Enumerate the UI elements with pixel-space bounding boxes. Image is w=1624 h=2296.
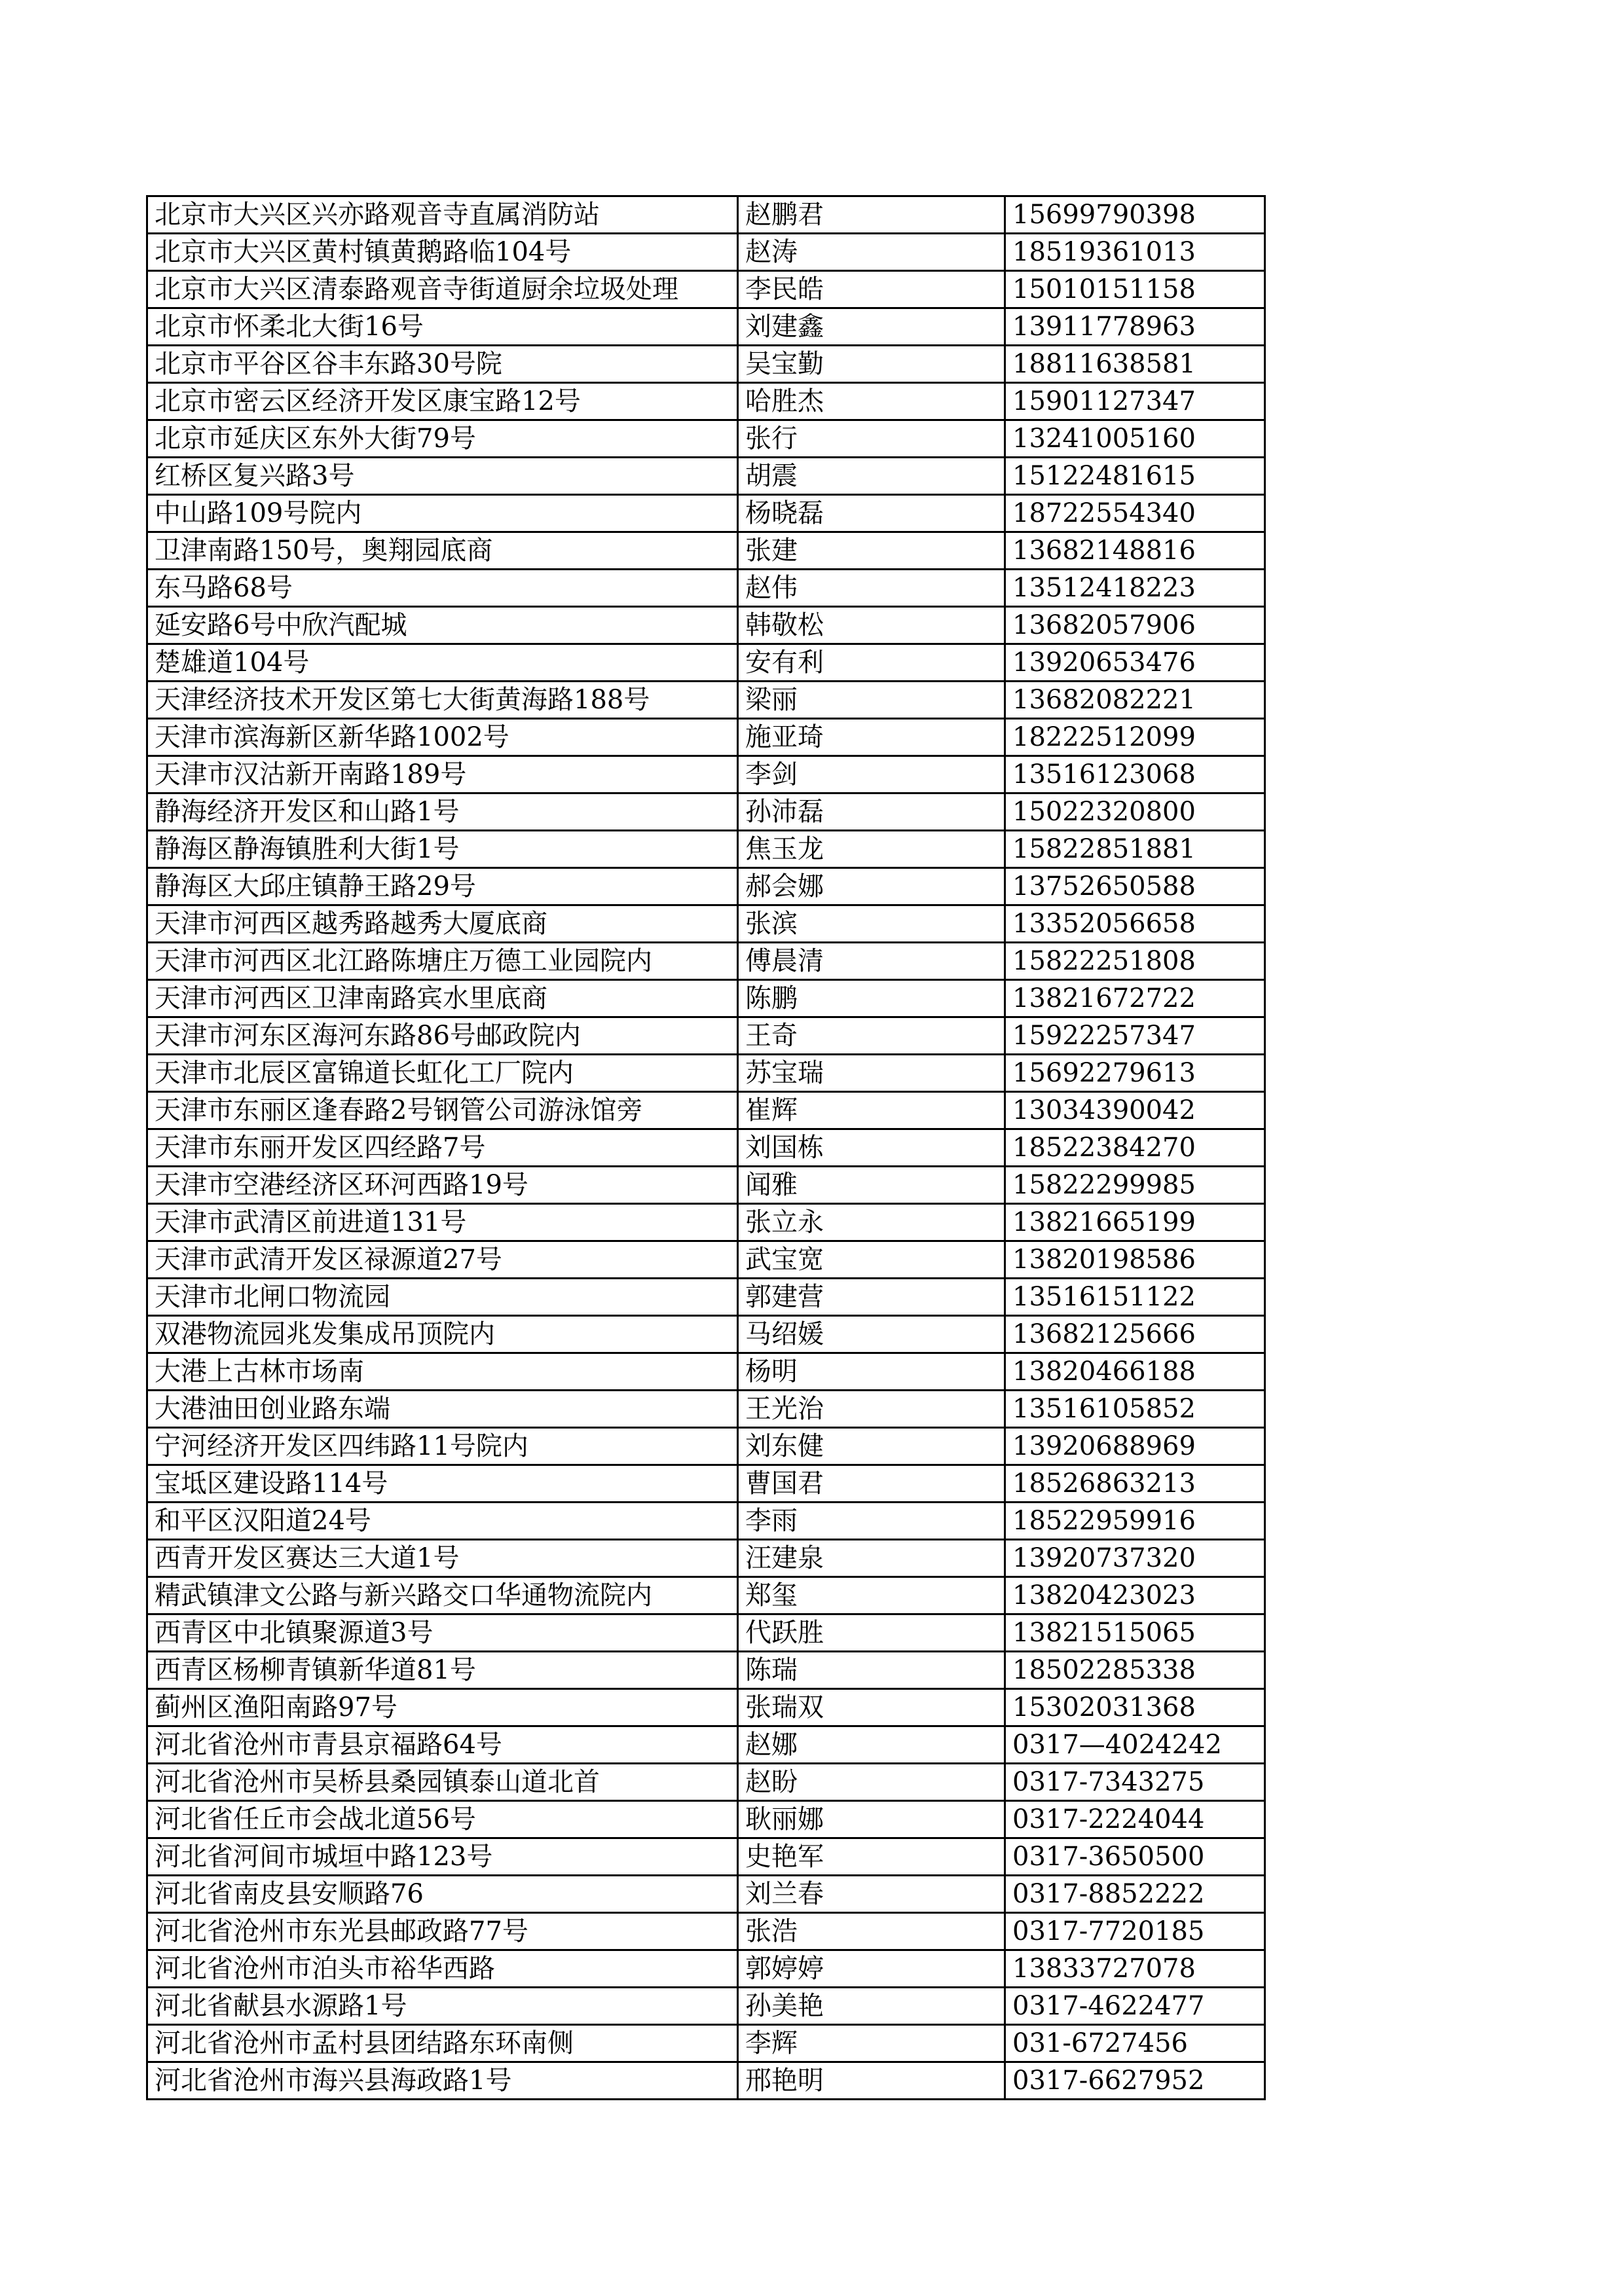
name-cell: 曹国君	[738, 1465, 1005, 1503]
phone-cell: 13034390042	[1005, 1092, 1265, 1129]
phone-cell: 0317-7720185	[1005, 1913, 1265, 1950]
table-row	[147, 1577, 1265, 1614]
phone-cell: 18222512099	[1005, 719, 1265, 756]
name-cell: 郑玺	[738, 1577, 1005, 1614]
table-row	[147, 1167, 1265, 1204]
phone-cell: 15122481615	[1005, 458, 1265, 495]
name-cell: 邢艳明	[738, 2062, 1005, 2100]
name-cell: 王奇	[738, 1017, 1005, 1055]
table-row	[147, 1614, 1265, 1652]
name-cell: 陈瑞	[738, 1652, 1005, 1689]
table-row	[147, 1279, 1265, 1316]
address-cell: 楚雄道104号	[147, 644, 738, 682]
table-row	[147, 1391, 1265, 1428]
address-cell: 和平区汉阳道24号	[147, 1503, 738, 1540]
phone-cell: 13821665199	[1005, 1204, 1265, 1241]
table-row	[147, 570, 1265, 607]
phone-cell: 13682082221	[1005, 682, 1265, 719]
phone-cell: 031-6727456	[1005, 2025, 1265, 2062]
table-row	[147, 1204, 1265, 1241]
address-cell: 西青区杨柳青镇新华道81号	[147, 1652, 738, 1689]
phone-cell: 13241005160	[1005, 420, 1265, 458]
phone-cell: 15302031368	[1005, 1689, 1265, 1726]
name-cell: 汪建泉	[738, 1540, 1005, 1577]
phone-cell: 13516151122	[1005, 1279, 1265, 1316]
table-row	[147, 196, 1265, 234]
phone-cell: 18522384270	[1005, 1129, 1265, 1167]
phone-cell: 15010151158	[1005, 271, 1265, 308]
name-cell: 张立永	[738, 1204, 1005, 1241]
table-row	[147, 532, 1265, 570]
phone-cell: 15692279613	[1005, 1055, 1265, 1092]
name-cell: 梁丽	[738, 682, 1005, 719]
address-cell: 蓟州区渔阳南路97号	[147, 1689, 738, 1726]
name-cell: 胡震	[738, 458, 1005, 495]
table-row	[147, 719, 1265, 756]
name-cell: 张建	[738, 532, 1005, 570]
name-cell: 郭婷婷	[738, 1950, 1005, 1988]
table-row	[147, 2062, 1265, 2100]
name-cell: 苏宝瑞	[738, 1055, 1005, 1092]
table-row	[147, 346, 1265, 383]
address-cell: 宝坻区建设路114号	[147, 1465, 738, 1503]
table-row	[147, 1913, 1265, 1950]
name-cell: 赵鹏君	[738, 196, 1005, 234]
name-cell: 郝会娜	[738, 868, 1005, 905]
address-cell: 静海区大邱庄镇静王路29号	[147, 868, 738, 905]
table-row	[147, 271, 1265, 308]
name-cell: 耿丽娜	[738, 1801, 1005, 1838]
name-cell: 张瑞双	[738, 1689, 1005, 1726]
table-row	[147, 980, 1265, 1017]
phone-cell: 13820198586	[1005, 1241, 1265, 1279]
name-cell: 刘建鑫	[738, 308, 1005, 346]
phone-cell: 0317-2224044	[1005, 1801, 1265, 1838]
phone-cell: 18811638581	[1005, 346, 1265, 383]
table-row	[147, 458, 1265, 495]
name-cell: 赵涛	[738, 234, 1005, 271]
name-cell: 崔辉	[738, 1092, 1005, 1129]
table-row	[147, 1950, 1265, 1988]
table-row	[147, 1801, 1265, 1838]
phone-cell: 13516123068	[1005, 756, 1265, 793]
name-cell: 李剑	[738, 756, 1005, 793]
name-cell: 安有利	[738, 644, 1005, 682]
address-cell: 北京市怀柔北大街16号	[147, 308, 738, 346]
table-row	[147, 1838, 1265, 1876]
phone-cell: 18722554340	[1005, 495, 1265, 532]
table-row	[147, 1017, 1265, 1055]
name-cell: 刘东健	[738, 1428, 1005, 1465]
address-cell: 河北省献县水源路1号	[147, 1988, 738, 2025]
address-cell: 大港上古林市场南	[147, 1353, 738, 1391]
address-cell: 延安路6号中欣汽配城	[147, 607, 738, 644]
address-cell: 河北省沧州市东光县邮政路77号	[147, 1913, 738, 1950]
address-cell: 河北省南皮县安顺路76	[147, 1876, 738, 1913]
phone-cell: 13682148816	[1005, 532, 1265, 570]
address-cell: 卫津南路150号，奥翔园底商	[147, 532, 738, 570]
phone-cell: 13352056658	[1005, 905, 1265, 943]
table-row	[147, 1540, 1265, 1577]
phone-cell: 0317-6627952	[1005, 2062, 1265, 2100]
phone-cell: 13920688969	[1005, 1428, 1265, 1465]
table-row	[147, 1988, 1265, 2025]
address-cell: 天津市东丽区逢春路2号钢管公司游泳馆旁	[147, 1092, 738, 1129]
table-row	[147, 1726, 1265, 1764]
address-cell: 静海区静海镇胜利大街1号	[147, 831, 738, 868]
address-cell: 天津市空港经济区环河西路19号	[147, 1167, 738, 1204]
phone-cell: 15699790398	[1005, 196, 1265, 234]
address-cell: 天津市河西区北江路陈塘庄万德工业园院内	[147, 943, 738, 980]
address-cell: 双港物流园兆发集成吊顶院内	[147, 1316, 738, 1353]
phone-cell: 0317-3650500	[1005, 1838, 1265, 1876]
phone-cell: 15901127347	[1005, 383, 1265, 420]
name-cell: 李辉	[738, 2025, 1005, 2062]
address-cell: 天津市河西区越秀路越秀大厦底商	[147, 905, 738, 943]
phone-cell: 13820423023	[1005, 1577, 1265, 1614]
name-cell: 李民皓	[738, 271, 1005, 308]
name-cell: 武宝宽	[738, 1241, 1005, 1279]
name-cell: 杨明	[738, 1353, 1005, 1391]
name-cell: 郭建营	[738, 1279, 1005, 1316]
name-cell: 吴宝勤	[738, 346, 1005, 383]
name-cell: 闻雅	[738, 1167, 1005, 1204]
name-cell: 马绍媛	[738, 1316, 1005, 1353]
address-cell: 河北省河间市城垣中路123号	[147, 1838, 738, 1876]
address-cell: 大港油田创业路东端	[147, 1391, 738, 1428]
address-cell: 天津市北辰区富锦道长虹化工厂院内	[147, 1055, 738, 1092]
phone-cell: 13920737320	[1005, 1540, 1265, 1577]
contact-table	[146, 195, 1266, 2100]
table-row	[147, 905, 1265, 943]
name-cell: 施亚琦	[738, 719, 1005, 756]
table-row	[147, 1764, 1265, 1801]
table-row	[147, 943, 1265, 980]
address-cell: 天津市北闸口物流园	[147, 1279, 738, 1316]
address-cell: 西青开发区赛达三大道1号	[147, 1540, 738, 1577]
table-row	[147, 383, 1265, 420]
address-cell: 天津经济技术开发区第七大街黄海路188号	[147, 682, 738, 719]
address-cell: 天津市武清开发区禄源道27号	[147, 1241, 738, 1279]
phone-cell: 18502285338	[1005, 1652, 1265, 1689]
phone-cell: 15822851881	[1005, 831, 1265, 868]
table-row	[147, 1055, 1265, 1092]
name-cell: 孙沛磊	[738, 793, 1005, 831]
table-row	[147, 607, 1265, 644]
name-cell: 哈胜杰	[738, 383, 1005, 420]
address-cell: 红桥区复兴路3号	[147, 458, 738, 495]
contact-table-body	[147, 196, 1265, 2100]
table-row	[147, 1652, 1265, 1689]
phone-cell: 13752650588	[1005, 868, 1265, 905]
phone-cell: 18519361013	[1005, 234, 1265, 271]
name-cell: 赵伟	[738, 570, 1005, 607]
table-row	[147, 1316, 1265, 1353]
phone-cell: 13682057906	[1005, 607, 1265, 644]
table-row	[147, 420, 1265, 458]
phone-cell: 15822299985	[1005, 1167, 1265, 1204]
phone-cell: 15822251808	[1005, 943, 1265, 980]
phone-cell: 13821515065	[1005, 1614, 1265, 1652]
address-cell: 宁河经济开发区四纬路11号院内	[147, 1428, 738, 1465]
name-cell: 张滨	[738, 905, 1005, 943]
address-cell: 天津市滨海新区新华路1002号	[147, 719, 738, 756]
phone-cell: 13820466188	[1005, 1353, 1265, 1391]
name-cell: 张浩	[738, 1913, 1005, 1950]
table-row	[147, 1428, 1265, 1465]
name-cell: 代跃胜	[738, 1614, 1005, 1652]
phone-cell: 0317—4024242	[1005, 1726, 1265, 1764]
table-row	[147, 2025, 1265, 2062]
address-cell: 静海经济开发区和山路1号	[147, 793, 738, 831]
table-row	[147, 308, 1265, 346]
name-cell: 韩敬松	[738, 607, 1005, 644]
phone-cell: 15022320800	[1005, 793, 1265, 831]
name-cell: 孙美艳	[738, 1988, 1005, 2025]
table-row	[147, 1465, 1265, 1503]
address-cell: 河北省沧州市吴桥县桑园镇泰山道北首	[147, 1764, 738, 1801]
name-cell: 焦玉龙	[738, 831, 1005, 868]
table-row	[147, 1129, 1265, 1167]
name-cell: 杨晓磊	[738, 495, 1005, 532]
address-cell: 北京市延庆区东外大街79号	[147, 420, 738, 458]
phone-cell: 13516105852	[1005, 1391, 1265, 1428]
phone-cell: 13682125666	[1005, 1316, 1265, 1353]
address-cell: 河北省沧州市孟村县团结路东环南侧	[147, 2025, 738, 2062]
address-cell: 河北省沧州市泊头市裕华西路	[147, 1950, 738, 1988]
table-row	[147, 234, 1265, 271]
table-row	[147, 495, 1265, 532]
name-cell: 史艳军	[738, 1838, 1005, 1876]
address-cell: 天津市东丽开发区四经路7号	[147, 1129, 738, 1167]
address-cell: 天津市武清区前进道131号	[147, 1204, 738, 1241]
phone-cell: 0317-8852222	[1005, 1876, 1265, 1913]
address-cell: 天津市汉沽新开南路189号	[147, 756, 738, 793]
address-cell: 北京市密云区经济开发区康宝路12号	[147, 383, 738, 420]
phone-cell: 13911778963	[1005, 308, 1265, 346]
phone-cell: 13833727078	[1005, 1950, 1265, 1988]
address-cell: 东马路68号	[147, 570, 738, 607]
address-cell: 河北省沧州市青县京福路64号	[147, 1726, 738, 1764]
table-row	[147, 682, 1265, 719]
name-cell: 王光治	[738, 1391, 1005, 1428]
table-row	[147, 756, 1265, 793]
table-row	[147, 1876, 1265, 1913]
table-row	[147, 1503, 1265, 1540]
name-cell: 李雨	[738, 1503, 1005, 1540]
phone-cell: 0317-4622477	[1005, 1988, 1265, 2025]
phone-cell: 18526863213	[1005, 1465, 1265, 1503]
phone-cell: 15922257347	[1005, 1017, 1265, 1055]
address-cell: 北京市大兴区清泰路观音寺街道厨余垃圾处理	[147, 271, 738, 308]
name-cell: 傅晨清	[738, 943, 1005, 980]
address-cell: 天津市河东区海河东路86号邮政院内	[147, 1017, 738, 1055]
name-cell: 刘国栋	[738, 1129, 1005, 1167]
table-row	[147, 644, 1265, 682]
table-row	[147, 868, 1265, 905]
table-row	[147, 1092, 1265, 1129]
phone-cell: 18522959916	[1005, 1503, 1265, 1540]
name-cell: 刘兰春	[738, 1876, 1005, 1913]
name-cell: 陈鹏	[738, 980, 1005, 1017]
address-cell: 西青区中北镇聚源道3号	[147, 1614, 738, 1652]
name-cell: 张行	[738, 420, 1005, 458]
table-row	[147, 1241, 1265, 1279]
table-row	[147, 831, 1265, 868]
phone-cell: 0317-7343275	[1005, 1764, 1265, 1801]
phone-cell: 13920653476	[1005, 644, 1265, 682]
address-cell: 中山路109号院内	[147, 495, 738, 532]
table-row	[147, 1689, 1265, 1726]
address-cell: 河北省任丘市会战北道56号	[147, 1801, 738, 1838]
phone-cell: 13821672722	[1005, 980, 1265, 1017]
address-cell: 天津市河西区卫津南路宾水里底商	[147, 980, 738, 1017]
address-cell: 北京市大兴区黄村镇黄鹅路临104号	[147, 234, 738, 271]
name-cell: 赵盼	[738, 1764, 1005, 1801]
address-cell: 北京市大兴区兴亦路观音寺直属消防站	[147, 196, 738, 234]
phone-cell: 13512418223	[1005, 570, 1265, 607]
name-cell: 赵娜	[738, 1726, 1005, 1764]
table-row	[147, 1353, 1265, 1391]
address-cell: 河北省沧州市海兴县海政路1号	[147, 2062, 738, 2100]
table-row	[147, 793, 1265, 831]
address-cell: 北京市平谷区谷丰东路30号院	[147, 346, 738, 383]
address-cell: 精武镇津文公路与新兴路交口华通物流院内	[147, 1577, 738, 1614]
